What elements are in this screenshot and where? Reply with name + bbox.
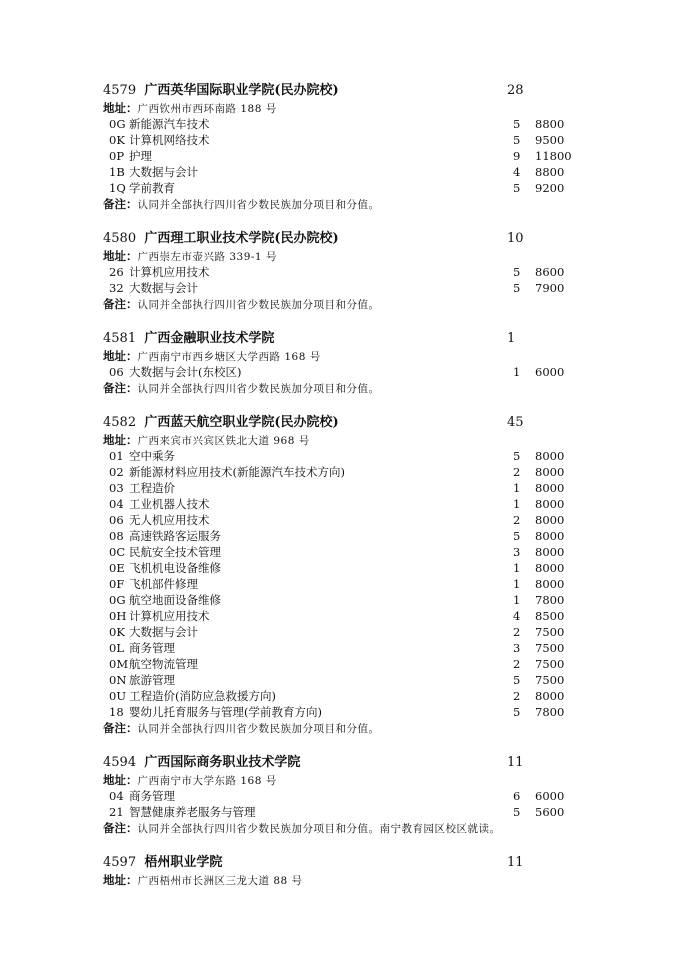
address-label: 地址： [103,873,138,887]
major-row [103,804,623,820]
major-row [103,592,623,608]
major-code: 0K [109,133,125,147]
school-header [103,330,623,348]
school-note [103,296,623,312]
school-name: 广西国际商务职业技术学院 [144,755,301,770]
major-name: 大数据与会计 [129,625,198,639]
school-code: 4579 [103,83,137,98]
major-fee: 11800 [535,149,572,163]
major-row [103,560,623,576]
major-name: 无人机应用技术 [129,513,210,527]
address-label: 地址： [103,433,138,447]
major-code: 0L [109,641,124,655]
major-fee: 8000 [535,545,565,559]
major-row [103,132,623,148]
note-text: 认同并全部执行四川省少数民族加分项目和分值。南宁教育园区校区就读。 [137,823,501,835]
school-name: 广西蓝天航空职业学院(民办院校) [144,415,339,430]
major-row [103,704,623,720]
major-row [103,640,623,656]
school-block [103,754,623,836]
major-fee: 8500 [535,609,565,623]
school-code: 4582 [103,415,137,430]
major-row [103,116,623,132]
major-fee: 8800 [535,165,565,179]
note-text: 认同并全部执行四川省少数民族加分项目和分值。 [137,299,380,311]
address-text: 广西南宁市大学东路 168 号 [137,775,277,787]
major-row [103,608,623,624]
major-count: 2 [513,513,521,527]
major-name: 航空地面设备维修 [129,593,221,607]
address-label: 地址： [103,773,138,787]
major-name: 民航安全技术管理 [129,545,221,559]
school-address [103,772,623,788]
major-name: 大数据与会计 [129,165,198,179]
school-quota: 10 [507,231,524,246]
major-row [103,688,623,704]
major-fee: 7800 [535,593,565,607]
school-name: 广西英华国际职业学院(民办院校) [144,83,339,98]
major-count: 5 [513,181,521,195]
major-fee: 8000 [535,481,565,495]
major-row [103,364,623,380]
major-fee: 8000 [535,465,565,479]
major-fee: 8000 [535,449,565,463]
school-block [103,230,623,312]
major-row [103,528,623,544]
major-row [103,544,623,560]
note-text: 认同并全部执行四川省少数民族加分项目和分值。 [137,723,380,735]
major-row [103,464,623,480]
school-address [103,348,623,364]
address-text: 广西崇左市壶兴路 339-1 号 [137,251,277,263]
major-code: 0H [109,609,127,623]
school-name: 梧州职业学院 [144,855,223,870]
major-count: 1 [513,365,521,379]
major-code: 0M [109,657,129,671]
major-code: 32 [109,281,124,295]
school-address [103,432,623,448]
major-code: 1B [109,165,125,179]
major-row [103,164,623,180]
major-fee: 6000 [535,789,565,803]
school-note [103,196,623,212]
address-text: 广西南宁市西乡塘区大学西路 168 号 [137,351,321,363]
major-count: 3 [513,545,521,559]
school-address [103,100,623,116]
school-code: 4580 [103,231,137,246]
major-name: 新能源材料应用技术(新能源汽车技术方向) [129,465,345,479]
major-name: 旅游管理 [129,673,175,687]
major-count: 1 [513,561,521,575]
major-fee: 7900 [535,281,565,295]
school-header [103,230,623,248]
major-count: 2 [513,689,521,703]
major-name: 高速铁路客运服务 [129,529,221,543]
major-name: 大数据与会计 [129,281,198,295]
major-count: 5 [513,133,521,147]
school-header [103,414,623,432]
major-code: 0U [109,689,127,703]
school-block [103,82,623,212]
major-fee: 8000 [535,577,565,591]
major-code: 21 [109,805,124,819]
major-fee: 7500 [535,673,565,687]
major-fee: 8000 [535,497,565,511]
major-name: 航空物流管理 [129,657,198,671]
major-code: 1Q [109,181,126,195]
school-quota: 11 [507,755,524,770]
major-count: 2 [513,657,521,671]
major-count: 5 [513,805,521,819]
major-row [103,624,623,640]
major-row [103,448,623,464]
note-label: 备注： [103,381,138,395]
major-fee: 8000 [535,689,565,703]
address-label: 地址： [103,349,138,363]
major-count: 4 [513,609,521,623]
major-code: 04 [109,789,124,803]
document-page [103,82,623,906]
school-name: 广西理工职业技术学院(民办院校) [144,231,339,246]
major-fee: 9500 [535,133,565,147]
address-text: 广西梧州市长洲区三龙大道 88 号 [137,875,303,887]
note-label: 备注： [103,297,138,311]
address-text: 广西钦州市西环南路 188 号 [137,103,277,115]
school-header [103,82,623,100]
major-code: 0E [109,561,125,575]
school-note [103,380,623,396]
school-code: 4594 [103,755,137,770]
major-code: 01 [109,449,124,463]
school-code: 4597 [103,855,137,870]
major-name: 大数据与会计(东校区) [129,365,242,379]
school-block [103,854,623,888]
note-label: 备注： [103,721,138,735]
major-count: 5 [513,265,521,279]
school-name: 广西金融职业技术学院 [144,331,275,346]
major-name: 计算机应用技术 [129,265,210,279]
major-name: 商务管理 [129,789,175,803]
major-row [103,148,623,164]
major-row [103,656,623,672]
major-fee: 5600 [535,805,565,819]
major-count: 5 [513,117,521,131]
major-code: 03 [109,481,124,495]
major-row [103,672,623,688]
major-fee: 7500 [535,657,565,671]
major-code: 26 [109,265,124,279]
school-note [103,720,623,736]
major-fee: 6000 [535,365,565,379]
major-code: 0G [109,117,126,131]
major-count: 5 [513,705,521,719]
note-label: 备注： [103,197,138,211]
major-fee: 7500 [535,625,565,639]
major-name: 工程造价 [129,481,175,495]
major-count: 9 [513,149,521,163]
major-name: 婴幼儿托育服务与管理(学前教育方向) [129,705,322,719]
major-name: 飞机机电设备维修 [129,561,221,575]
major-row [103,280,623,296]
major-count: 5 [513,449,521,463]
major-code: 06 [109,365,124,379]
major-code: 0C [109,545,126,559]
school-block [103,414,623,736]
major-code: 08 [109,529,124,543]
school-quota: 28 [507,83,524,98]
major-row [103,576,623,592]
major-count: 5 [513,673,521,687]
major-code: 06 [109,513,124,527]
major-name: 飞机部件修理 [129,577,198,591]
major-count: 6 [513,789,521,803]
major-row [103,512,623,528]
note-label: 备注： [103,821,138,835]
major-row [103,496,623,512]
major-count: 3 [513,641,521,655]
major-name: 学前教育 [129,181,175,195]
school-address [103,872,623,888]
note-text: 认同并全部执行四川省少数民族加分项目和分值。 [137,199,380,211]
note-text: 认同并全部执行四川省少数民族加分项目和分值。 [137,383,380,395]
major-code: 0K [109,625,125,639]
major-row [103,180,623,196]
major-count: 5 [513,529,521,543]
major-count: 1 [513,577,521,591]
major-fee: 9200 [535,181,565,195]
address-label: 地址： [103,101,138,115]
major-fee: 8000 [535,513,565,527]
school-quota: 1 [507,331,516,346]
major-count: 2 [513,625,521,639]
major-fee: 8800 [535,117,565,131]
major-name: 新能源汽车技术 [129,117,210,131]
school-code: 4581 [103,331,137,346]
major-row [103,788,623,804]
address-text: 广西来宾市兴宾区铁北大道 968 号 [137,435,310,447]
major-count: 1 [513,593,521,607]
major-code: 02 [109,465,124,479]
school-address [103,248,623,264]
major-name: 护理 [129,149,152,163]
school-quota: 11 [507,855,524,870]
major-count: 1 [513,481,521,495]
major-fee: 8600 [535,265,565,279]
major-code: 0N [109,673,127,687]
major-fee: 8000 [535,561,565,575]
major-count: 2 [513,465,521,479]
major-count: 1 [513,497,521,511]
major-name: 计算机应用技术 [129,609,210,623]
major-name: 工程造价(消防应急救援方向) [129,689,276,703]
school-note [103,820,623,836]
major-row [103,480,623,496]
major-name: 空中乘务 [129,449,175,463]
major-code: 18 [109,705,124,719]
school-header [103,754,623,772]
major-code: 0F [109,577,125,591]
major-code: 0P [109,149,125,163]
school-header [103,854,623,872]
major-code: 04 [109,497,124,511]
major-name: 智慧健康养老服务与管理 [129,805,256,819]
major-name: 工业机器人技术 [129,497,210,511]
major-name: 商务管理 [129,641,175,655]
address-label: 地址： [103,249,138,263]
major-code: 0G [109,593,126,607]
major-count: 4 [513,165,521,179]
major-fee: 7800 [535,705,565,719]
school-quota: 45 [507,415,524,430]
major-count: 5 [513,281,521,295]
major-name: 计算机网络技术 [129,133,210,147]
major-fee: 8000 [535,529,565,543]
major-fee: 7500 [535,641,565,655]
school-block [103,330,623,396]
major-row [103,264,623,280]
